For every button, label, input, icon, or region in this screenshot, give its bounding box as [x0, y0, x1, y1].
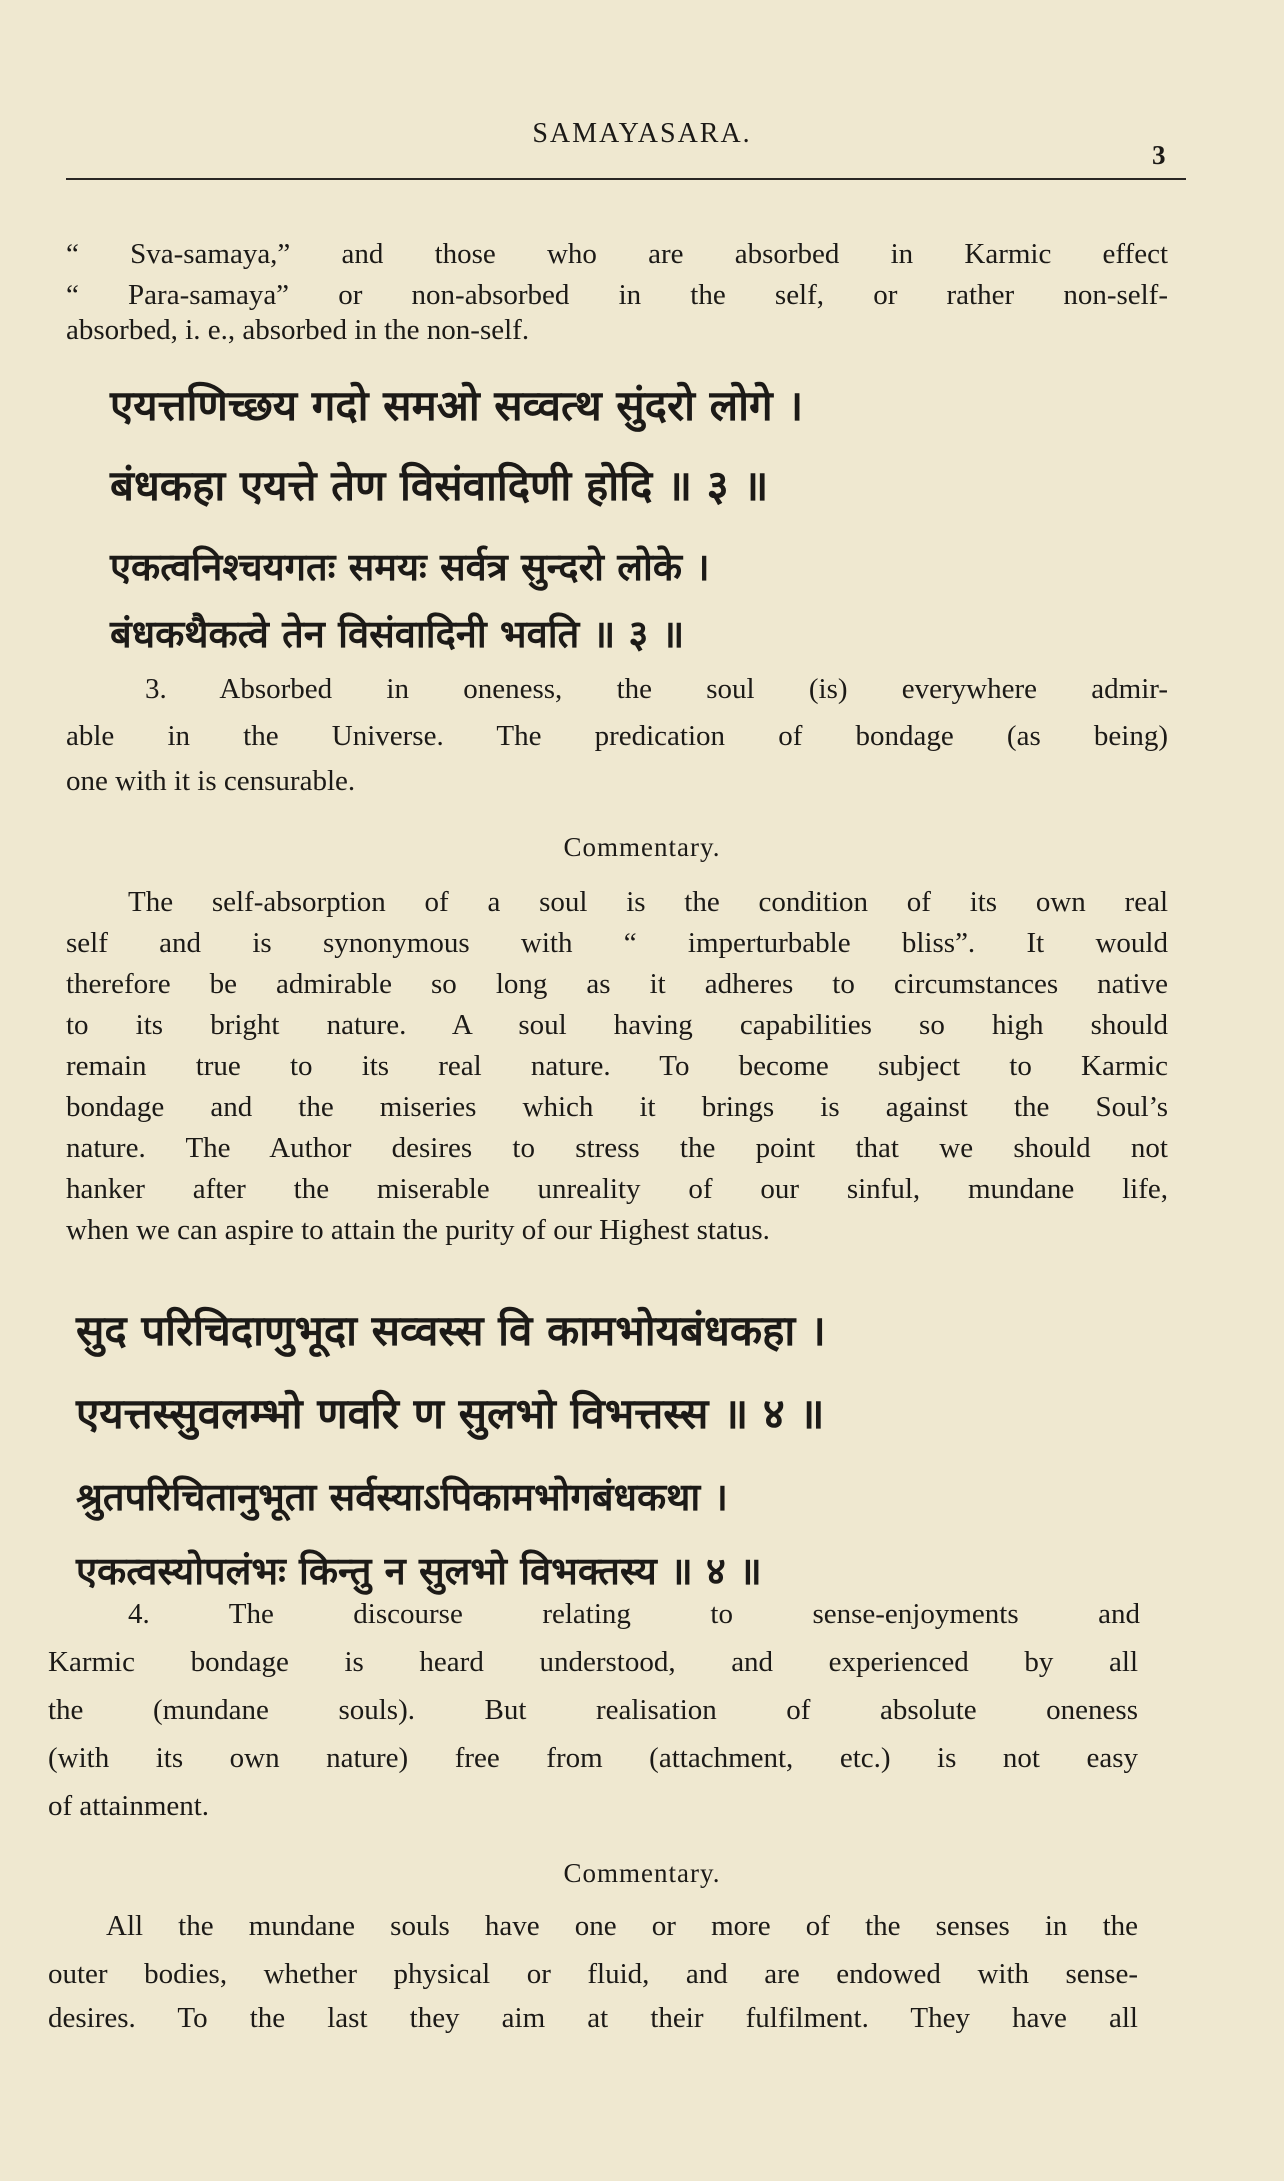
- text-line: 4. The discourse relating to sense-enjoyments and: [128, 1598, 1140, 1630]
- text-line: to its bright nature. A soul having capabilities so high should: [66, 1009, 1168, 1041]
- text-line: The self-absorption of a soul is the condition of its own real: [128, 886, 1168, 918]
- verse-line: बंधकथैकत्वे तेन विसंवादिनी भवति ॥ ३ ॥: [110, 612, 685, 656]
- verse-line: एकत्वस्योपलंभः किन्तु न सुलभो विभक्तस्य ॥ ४ ॥: [76, 1549, 762, 1593]
- text-line: All the mundane souls have one or more of the senses in the: [106, 1910, 1138, 1942]
- verse-line: श्रुतपरिचितानुभूता सर्वस्याऽपिकामभोगबंधकथा ।: [76, 1475, 728, 1519]
- header-rule: [66, 178, 1186, 180]
- commentary-heading: Commentary.: [563, 832, 721, 862]
- verse-line: एयत्तस्सुवलम्भो णवरि ण सुलभो विभत्तस्स ॥ ४ ॥: [76, 1389, 825, 1438]
- text-line: outer bodies, whether physical or fluid, and are endowed with sense-: [48, 1958, 1138, 1990]
- text-line: one with it is censurable.: [66, 765, 356, 797]
- text-line: “ Para-samaya” or non-absorbed in the self, or rather non-self-: [66, 279, 1168, 311]
- text-line: (with its own nature) free from (attachment, etc.) is not easy: [48, 1742, 1138, 1774]
- text-line: therefore be admirable so long as it adheres to circumstances native: [66, 968, 1168, 1000]
- text-line: hanker after the miserable unreality of our sinful, mundane life,: [66, 1173, 1168, 1205]
- text-line: when we can aspire to attain the purity of our Highest status.: [66, 1214, 770, 1246]
- text-line: nature. The Author desires to stress the point that we should not: [66, 1132, 1168, 1164]
- verse-line: एयत्तणिच्छय गदो समओ सव्वत्थ सुंदरो लोगे ।: [110, 381, 804, 430]
- verse-line: सुद परिचिदाणुभूदा सव्वस्स वि कामभोयबंधकहा ।: [76, 1306, 826, 1355]
- verse-line: बंधकहा एयत्ते तेण विसंवादिणी होदि ॥ ३ ॥: [110, 461, 769, 510]
- commentary-heading: Commentary.: [563, 1858, 721, 1888]
- text-line: absorbed, i. e., absorbed in the non-self.: [66, 314, 530, 346]
- text-line: remain true to its real nature. To become subject to Karmic: [66, 1050, 1168, 1082]
- text-line: the (mundane souls). But realisation of absolute oneness: [48, 1694, 1138, 1726]
- running-header: SAMAYASARA.: [532, 118, 752, 149]
- text-line: self and is synonymous with “ imperturbable bliss”. It would: [66, 927, 1168, 959]
- verse-line: एकत्वनिश्चयगतः समयः सर्वत्र सुन्दरो लोके ।: [110, 545, 710, 589]
- page-number: 3: [1152, 140, 1166, 170]
- text-line: 3. Absorbed in oneness, the soul (is) everywhere admir-: [145, 673, 1168, 705]
- text-line: desires. To the last they aim at their fulfilment. They have all: [48, 2002, 1138, 2034]
- text-line: bondage and the miseries which it brings is against the Soul’s: [66, 1091, 1168, 1123]
- text-line: “ Sva-samaya,” and those who are absorbed in Karmic effect: [66, 238, 1168, 270]
- text-line: of attainment.: [48, 1790, 210, 1822]
- text-line: Karmic bondage is heard understood, and experienced by all: [48, 1646, 1138, 1678]
- text-line: able in the Universe. The predication of bondage (as being): [66, 720, 1168, 752]
